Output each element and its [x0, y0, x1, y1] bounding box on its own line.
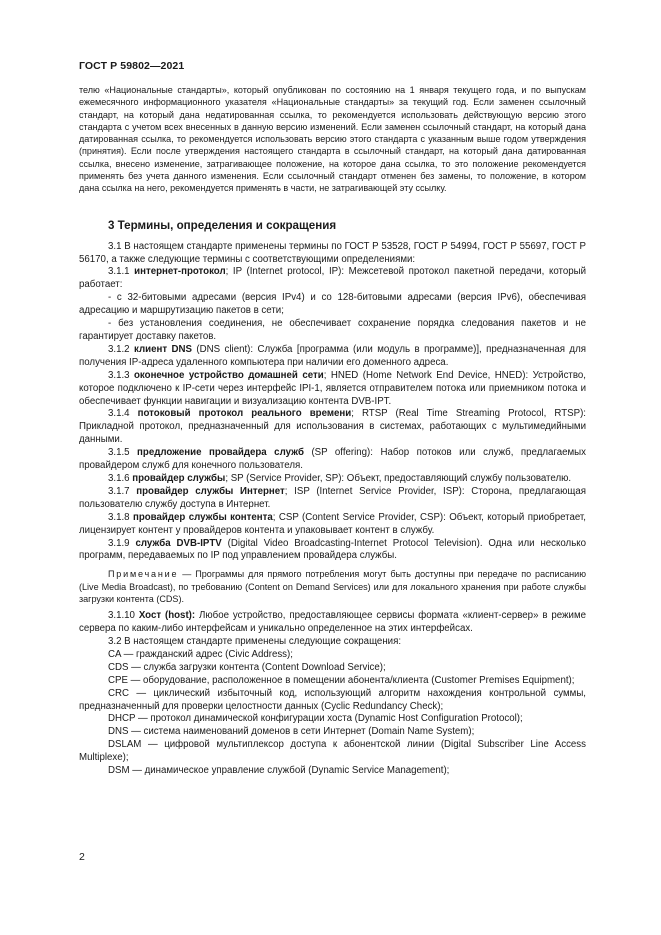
term-3-1-10: 3.1.10 Хост (host): Любое устройство, предоставляющее сервисы формата «клиент-сервер» в режиме сервера по каким-либо интерфейсам и уникально определенное на этих интерфейсах.: [79, 610, 587, 635]
intro-paragraph: телю «Национальные стандарты», который опубликован по состоянию на 1 января текущего года, и по выпускам ежемесячного информационного указателя «Национальные стандарты» за текущий год. Если заменен ссылочный стандарт, на который дана недатированная ссылка, то рекомендуется использовать действующую версию этого стандарта с учетом всех внесенных в данную версию изменений. Если заменен ссылочный стандарт, на который дана датированная ссылка, то рекомендуется использовать версию этого стандарта с указанным выше годом утверждения (принятия). Если после утверждения настоящего стандарта в ссылочный стандарт, на который дана датированная ссылка, внесено изменение, затрагивающее положение, на которое дана ссылка, то это положение рекомендуется применять без учета данного изменения. Если ссылочный стандарт отменен без замены, то положение, в котором дана ссылка на него, рекомендуется применять в части, не затрагивающей эту ссылку.: [79, 85, 586, 194]
term-3-1-7: 3.1.7 провайдер службы Интернет; ISP (Internet Service Provider, ISP): Сторона, предлагающая пользователю службу доступа в Интернет.: [79, 485, 586, 510]
term-3-1-2: 3.1.2 клиент DNS (DNS client): Служба [программа (или модуль в программе)], предназначенная для получения IP-адреса удаленного компьютера при наличии его доменного адреса.: [79, 343, 586, 368]
page-number: 2: [79, 851, 85, 863]
term-3-1-8: 3.1.8 провайдер службы контента; CSP (Content Service Provider, CSP): Объект, который приобретает, лицензирует контент у провайдеров контента и упаковывает контент в службу.: [79, 511, 586, 536]
abbrev-item: DHCP — протокол динамической конфигурации хоста (Dynamic Host Configuration Protocol);: [108, 713, 523, 725]
abbrev-item: CPE — оборудование, расположенное в помещении абонента/клиента (Customer Premises Equipment);: [108, 674, 575, 686]
note-label: Примечание: [108, 569, 179, 580]
abbrev-item: DNS — система наименований доменов в сети Интернет (Domain Name System);: [108, 726, 475, 738]
abbrev-item: DSM — динамическое управление службой (Dynamic Service Management);: [108, 765, 450, 777]
abbrev-item: CA — гражданский адрес (Civic Address);: [108, 648, 293, 660]
document-header: ГОСТ Р 59802—2021: [79, 60, 185, 72]
section-title: 3 Термины, определения и сокращения: [108, 218, 337, 232]
ip-list-item: - с 32-битовыми адресами (версия IPv4) и со 128-битовыми адресами (версия IPv6), обеспечивая адресацию и маршрутизацию пакетов в сети;: [79, 292, 586, 317]
abbrev-item: CRC — циклический избыточный код, использующий алгоритм нахождения контрольной суммы, предназначенный для проверки целостности данных (Cyclic Redundancy Check);: [79, 687, 586, 712]
term-3-1-4: 3.1.4 потоковый протокол реального времени; RTSP (Real Time Streaming Protocol, RTSP): Прикладной протокол, предназначенный для использования в системах, работающих с мультимедийными данными.: [79, 408, 586, 446]
note: [79, 568, 586, 605]
term-3-1-1: 3.1.1 интернет-протокол; IP (Internet protocol, IP): Межсетевой протокол пакетной передачи, который работает:: [79, 266, 586, 291]
term-3-1-5: 3.1.5 предложение провайдера служб (SP offering): Набор потоков или служб, предлагаемых провайдером служб для конечного пользователя.: [79, 447, 586, 472]
ip-list-item: - без установления соединения, не обеспечивает сохранение порядка следования пакетов и не гарантирует доставку пакетов.: [79, 318, 586, 343]
term-3-1-6: 3.1.6 провайдер службы; SP (Service Provider, SP): Объект, предоставляющий службу пользователю.: [108, 472, 572, 484]
paragraph-3-2: 3.2 В настоящем стандарте применены следующие сокращения:: [108, 636, 402, 648]
term-3-1-3: 3.1.3 оконечное устройство домашней сети; HNED (Home Network End Device, HNED): Устройство, которое подключено к IP-сети через интерфейс IPI-1, является отправителем потока или приемником потока и обеспечивает функции навигации и визуализацию контента DVB-IPT.: [79, 369, 586, 407]
note-text: — Программы для прямого потребления могут быть доступны при передаче по расписанию (Live Media Broadcast), по требованию (Content on Demand Services) или для локального хранения при работе службы загрузки контента (CDS).: [79, 569, 586, 604]
abbrev-item: CDS — служба загрузки контента (Content Download Service);: [108, 661, 386, 673]
term-3-1-9: 3.1.9 служба DVB-IPTV (Digital Video Broadcasting-Internet Protocol Television). Одна или несколько программ, передаваемых по IP под управлением провайдера службы.: [79, 537, 586, 562]
paragraph-3-1: 3.1 В настоящем стандарте применены термины по ГОСТ Р 53528, ГОСТ Р 54994, ГОСТ Р 55697, ГОСТ Р 56170, а также следующие термины с соответствующими определениями:: [79, 240, 586, 265]
page-content: [79, 84, 586, 778]
abbrev-item: DSLAM — цифровой мультиплексор доступа к абонентской линии (Digital Subscriber Line Access Multiplexe);: [79, 739, 586, 764]
